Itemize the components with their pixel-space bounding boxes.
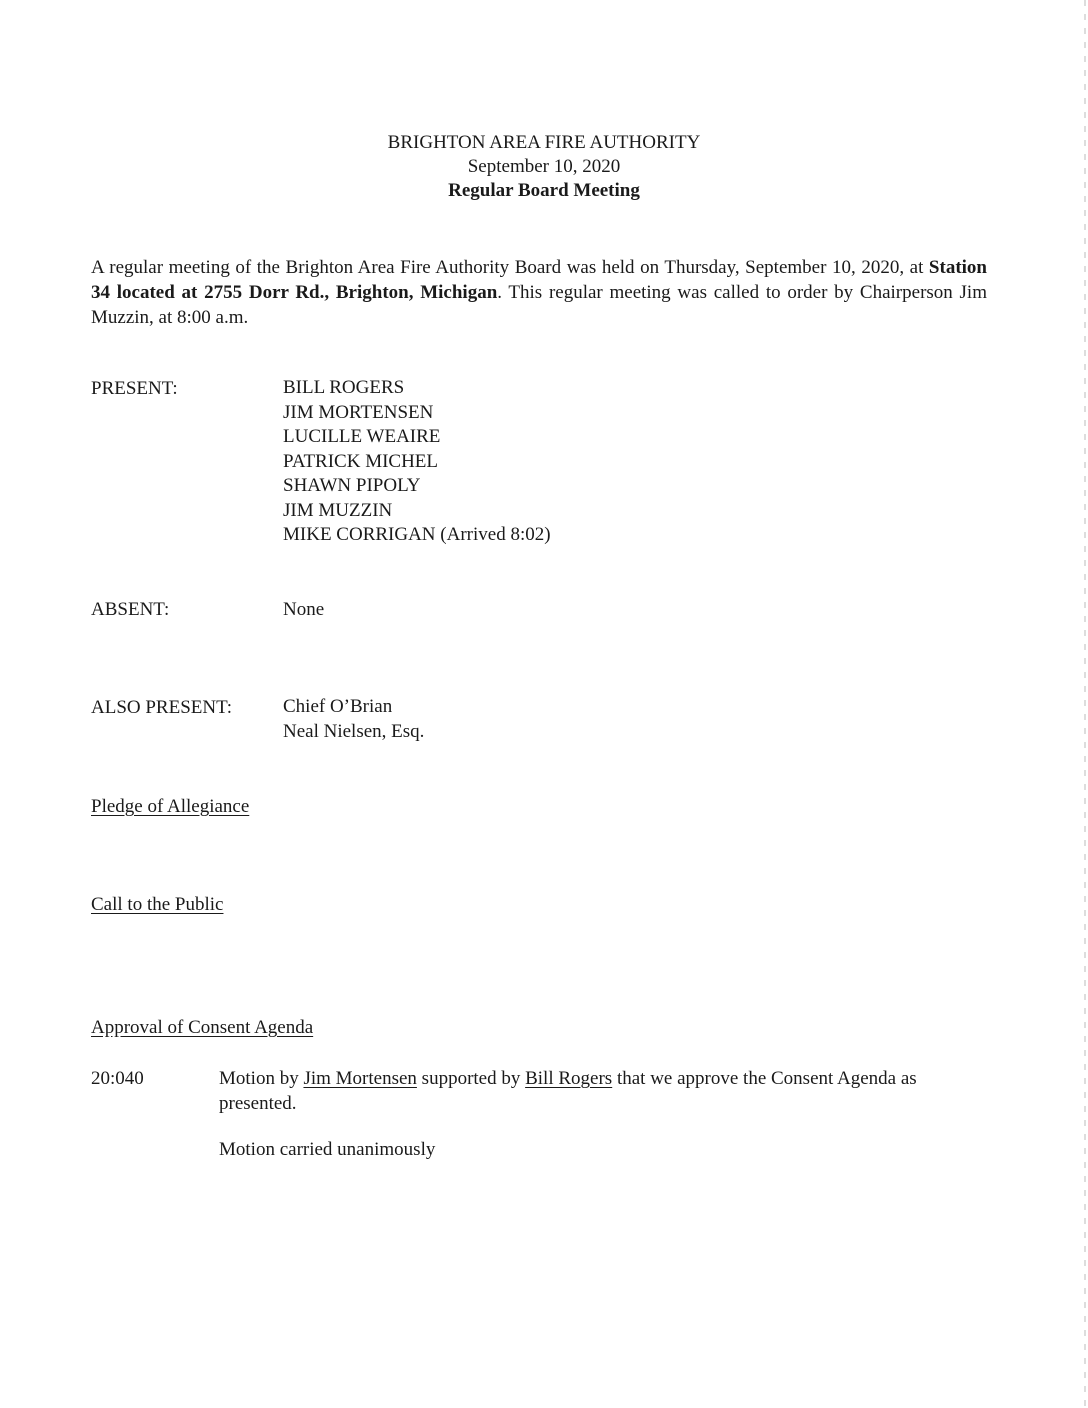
- motion-number: 20:040: [91, 1068, 144, 1089]
- present-member: LUCILLE WEAIRE: [283, 426, 441, 447]
- also-present-list: [283, 695, 424, 744]
- consent-agenda-heading: Approval of Consent Agenda: [91, 1017, 314, 1038]
- absent-label: ABSENT:: [91, 599, 170, 620]
- meeting-type: Regular Board Meeting: [448, 180, 640, 201]
- present-member: JIM MORTENSEN: [283, 401, 434, 423]
- scan-edge-mark: [1084, 0, 1086, 1408]
- also-present-member: Neal Nielsen, Esq.: [283, 720, 425, 742]
- meeting-date: September 10, 2020: [467, 156, 621, 177]
- document-header: [0, 131, 1088, 203]
- motion-mover: Jim Mortensen: [303, 1068, 417, 1089]
- motion-prefix: Motion by: [219, 1068, 304, 1089]
- intro-text-2: . This regular meeting was called to order by Chairperson Jim Muzzin, at 8:00 a.m.: [91, 282, 987, 328]
- also-present-label: ALSO PRESENT:: [91, 697, 233, 718]
- absent-value: None: [283, 599, 325, 620]
- present-member: SHAWN PIPOLY: [283, 475, 421, 496]
- present-label: PRESENT:: [91, 378, 178, 399]
- present-member: PATRICK MICHEL: [283, 450, 439, 472]
- intro-paragraph: [91, 255, 987, 330]
- organization-title: BRIGHTON AREA FIRE AUTHORITY: [387, 132, 701, 153]
- motion-suffix: that we approve the Consent Agenda as presented.: [219, 1068, 917, 1114]
- motion-result: Motion carried unanimously: [219, 1139, 436, 1160]
- present-member: JIM MUZZIN: [283, 499, 393, 521]
- pledge-heading: Pledge of Allegiance: [91, 796, 250, 817]
- present-member: MIKE CORRIGAN (Arrived 8:02): [283, 524, 551, 545]
- present-list: [283, 376, 551, 548]
- motion-text: [219, 1066, 989, 1116]
- motion-supporter: Bill Rogers: [525, 1068, 613, 1089]
- motion-middle: supported by: [416, 1068, 526, 1089]
- call-to-public-heading: Call to the Public: [91, 894, 224, 915]
- also-present-member: Chief O’Brian: [283, 696, 393, 717]
- intro-text-1: A regular meeting of the Brighton Area Fire Authority Board was held on Thursday, September 10, 2020, at: [91, 257, 929, 278]
- meeting-location: Station 34 located at 2755 Dorr Rd., Brighton, Michigan: [91, 257, 987, 303]
- present-member: BILL ROGERS: [283, 377, 405, 398]
